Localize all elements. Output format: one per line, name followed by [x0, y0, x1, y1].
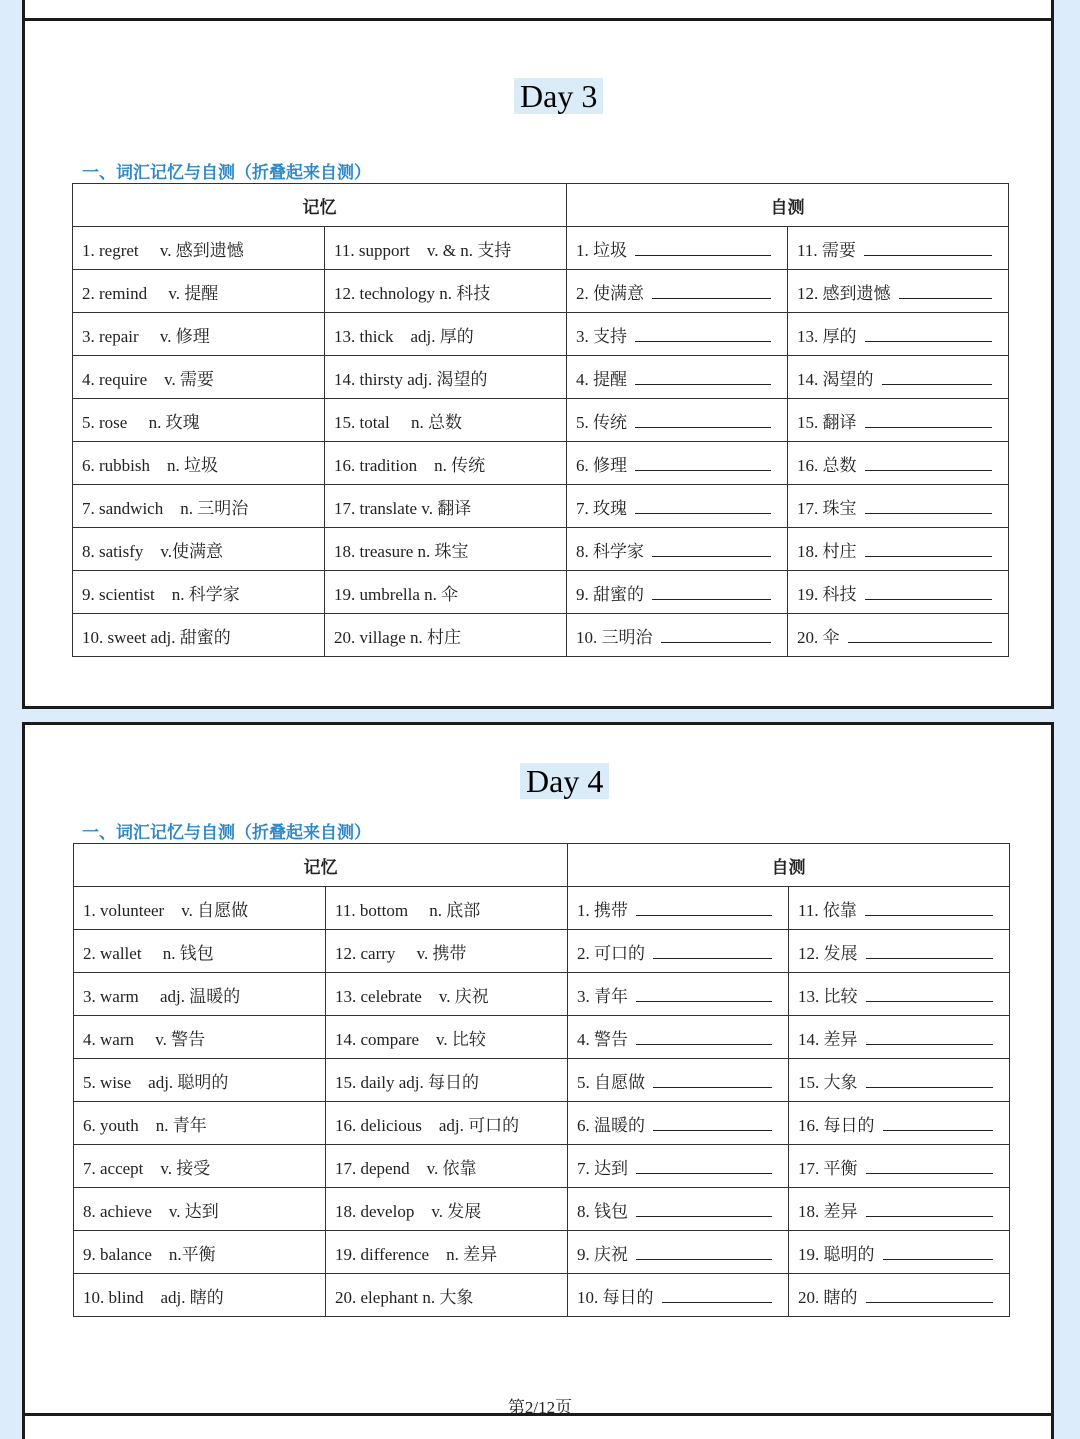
- memory-entry: 11. bottom n. 底部: [335, 900, 481, 920]
- table-row: [73, 442, 1009, 485]
- test-prompt: 18. 村庄: [797, 541, 857, 561]
- vocab-table-day4: [73, 843, 1010, 1317]
- table-row: [74, 930, 1010, 973]
- table-row: [74, 1231, 1010, 1274]
- test-cell[interactable]: [788, 614, 1009, 657]
- test-prompt: 8. 科学家: [576, 541, 644, 561]
- test-prompt: 4. 警告: [577, 1029, 628, 1049]
- vocab-table-day3: [72, 183, 1009, 657]
- memory-entry: 15. daily adj. 每日的: [335, 1072, 480, 1092]
- memory-cell: [325, 614, 567, 657]
- memory-entry: 2. wallet n. 钱包: [83, 943, 214, 963]
- table-row: [73, 356, 1009, 399]
- test-prompt: 17. 珠宝: [797, 498, 857, 518]
- test-prompt: 6. 温暖的: [577, 1115, 645, 1135]
- test-prompt: 6. 修理: [576, 455, 627, 475]
- memory-cell: [326, 1059, 568, 1102]
- test-cell[interactable]: [789, 1231, 1010, 1274]
- memory-entry: 19. difference n. 差异: [335, 1244, 498, 1264]
- answer-blank[interactable]: [865, 413, 992, 428]
- test-cell[interactable]: [788, 528, 1009, 571]
- memory-cell: [325, 528, 567, 571]
- answer-blank[interactable]: [635, 327, 771, 342]
- top-border: [22, 18, 1054, 21]
- test-cell[interactable]: [788, 485, 1009, 528]
- memory-cell: [73, 614, 325, 657]
- answer-blank[interactable]: [866, 1159, 993, 1174]
- test-cell[interactable]: [788, 442, 1009, 485]
- test-cell[interactable]: [568, 1102, 789, 1145]
- answer-blank[interactable]: [662, 1288, 772, 1303]
- memory-cell: [74, 1016, 326, 1059]
- answer-blank[interactable]: [866, 1073, 993, 1088]
- test-prompt: 3. 青年: [577, 986, 628, 1006]
- table-row: [74, 1188, 1010, 1231]
- memory-entry: 7. accept v. 接受: [83, 1158, 211, 1178]
- table-row: [73, 270, 1009, 313]
- header-test: 自测: [567, 184, 1009, 227]
- memory-entry: 2. remind v. 提醒: [82, 283, 219, 303]
- table-row: [74, 973, 1010, 1016]
- test-prompt: 18. 差异: [798, 1201, 858, 1221]
- section-title: 一、词汇记忆与自测（折叠起来自测）: [82, 823, 371, 843]
- test-cell[interactable]: [789, 1059, 1010, 1102]
- test-cell[interactable]: [789, 973, 1010, 1016]
- test-cell[interactable]: [789, 930, 1010, 973]
- memory-cell: [326, 1231, 568, 1274]
- memory-cell: [325, 442, 567, 485]
- test-cell[interactable]: [788, 227, 1009, 270]
- answer-blank[interactable]: [653, 1073, 772, 1088]
- answer-blank[interactable]: [635, 241, 771, 256]
- test-prompt: 7. 玫瑰: [576, 498, 627, 518]
- memory-entry: 10. blind adj. 瞎的: [83, 1287, 224, 1307]
- memory-cell: [325, 485, 567, 528]
- table-row: [74, 1274, 1010, 1317]
- memory-cell: [326, 887, 568, 930]
- memory-cell: [326, 1102, 568, 1145]
- memory-entry: 14. compare v. 比较: [335, 1029, 486, 1049]
- answer-blank[interactable]: [636, 1202, 772, 1217]
- test-cell[interactable]: [567, 399, 788, 442]
- memory-cell: [74, 930, 326, 973]
- test-cell[interactable]: [789, 1188, 1010, 1231]
- test-cell[interactable]: [568, 1188, 789, 1231]
- test-cell[interactable]: [568, 1016, 789, 1059]
- table-row: [73, 614, 1009, 657]
- memory-cell: [73, 227, 325, 270]
- memory-cell: [73, 399, 325, 442]
- test-prompt: 14. 差异: [798, 1029, 858, 1049]
- table-row: [73, 399, 1009, 442]
- memory-entry: 5. wise adj. 聪明的: [83, 1072, 229, 1092]
- answer-blank[interactable]: [883, 1245, 993, 1260]
- memory-entry: 4. warn v. 警告: [83, 1029, 206, 1049]
- memory-entry: 20. village n. 村庄: [334, 627, 462, 647]
- memory-cell: [74, 973, 326, 1016]
- test-prompt: 19. 聪明的: [798, 1244, 875, 1264]
- memory-entry: 16. delicious adj. 可口的: [335, 1115, 520, 1135]
- memory-cell: [74, 1102, 326, 1145]
- test-cell[interactable]: [567, 313, 788, 356]
- test-prompt: 7. 达到: [577, 1158, 628, 1178]
- test-prompt: 15. 大象: [798, 1072, 858, 1092]
- table-row: [74, 887, 1010, 930]
- answer-blank[interactable]: [635, 413, 771, 428]
- test-prompt: 2. 可口的: [577, 943, 645, 963]
- table-row: [74, 1059, 1010, 1102]
- memory-entry: 11. support v. & n. 支持: [334, 240, 512, 260]
- memory-entry: 1. volunteer v. 自愿做: [83, 900, 249, 920]
- answer-blank[interactable]: [636, 1159, 772, 1174]
- test-prompt: 20. 瞎的: [798, 1287, 858, 1307]
- memory-entry: 3. repair v. 修理: [82, 326, 210, 346]
- memory-entry: 19. umbrella n. 伞: [334, 584, 459, 604]
- table-row: [73, 571, 1009, 614]
- test-prompt: 9. 庆祝: [577, 1244, 628, 1264]
- memory-entry: 12. carry v. 携带: [335, 943, 467, 963]
- memory-cell: [74, 1274, 326, 1317]
- test-cell[interactable]: [568, 1059, 789, 1102]
- answer-blank[interactable]: [652, 585, 771, 600]
- test-prompt: 15. 翻译: [797, 412, 857, 432]
- memory-cell: [73, 442, 325, 485]
- answer-blank[interactable]: [865, 585, 992, 600]
- memory-cell: [326, 1145, 568, 1188]
- memory-cell: [326, 1016, 568, 1059]
- memory-cell: [325, 571, 567, 614]
- test-cell[interactable]: [568, 1231, 789, 1274]
- test-cell[interactable]: [789, 1102, 1010, 1145]
- table-row: [74, 1102, 1010, 1145]
- answer-blank[interactable]: [866, 1202, 993, 1217]
- answer-blank[interactable]: [635, 499, 771, 514]
- test-cell[interactable]: [789, 1016, 1010, 1059]
- table-row: [73, 227, 1009, 270]
- page-number: 第2/12页: [507, 1398, 573, 1417]
- memory-entry: 8. achieve v. 达到: [83, 1201, 219, 1221]
- test-cell[interactable]: [567, 485, 788, 528]
- answer-blank[interactable]: [635, 456, 771, 471]
- memory-entry: 6. youth n. 青年: [83, 1115, 207, 1135]
- answer-blank[interactable]: [865, 456, 992, 471]
- memory-entry: 15. total n. 总数: [334, 412, 462, 432]
- answer-blank[interactable]: [865, 542, 992, 557]
- test-prompt: 8. 钱包: [577, 1201, 628, 1221]
- test-prompt: 20. 伞: [797, 627, 840, 647]
- answer-blank[interactable]: [865, 327, 992, 342]
- answer-blank[interactable]: [866, 944, 993, 959]
- test-prompt: 12. 发展: [798, 943, 858, 963]
- answer-blank[interactable]: [882, 370, 992, 385]
- memory-cell: [325, 227, 567, 270]
- test-prompt: 5. 自愿做: [577, 1072, 645, 1092]
- test-prompt: 11. 依靠: [798, 900, 857, 920]
- memory-entry: 14. thirsty adj. 渴望的: [334, 369, 488, 389]
- header-test: 自测: [568, 844, 1010, 887]
- table-row: [73, 528, 1009, 571]
- test-cell[interactable]: [568, 1274, 789, 1317]
- table-row: [73, 485, 1009, 528]
- memory-cell: [326, 1274, 568, 1317]
- memory-entry: 9. scientist n. 科学家: [82, 584, 240, 604]
- answer-blank[interactable]: [661, 628, 771, 643]
- header-memory: 记忆: [73, 184, 567, 227]
- test-prompt: 10. 每日的: [577, 1287, 654, 1307]
- test-cell[interactable]: [567, 571, 788, 614]
- test-prompt: 1. 垃圾: [576, 240, 627, 260]
- answer-blank[interactable]: [866, 1030, 993, 1045]
- day-title: Day 4: [520, 763, 609, 799]
- answer-blank[interactable]: [848, 628, 992, 643]
- memory-entry: 9. balance n.平衡: [83, 1244, 216, 1264]
- test-cell[interactable]: [788, 313, 1009, 356]
- answer-blank[interactable]: [636, 987, 772, 1002]
- test-prompt: 9. 甜蜜的: [576, 584, 644, 604]
- answer-blank[interactable]: [883, 1116, 993, 1131]
- memory-cell: [326, 973, 568, 1016]
- test-prompt: 13. 厚的: [797, 326, 857, 346]
- memory-entry: 18. develop v. 发展: [335, 1201, 482, 1221]
- memory-entry: 7. sandwich n. 三明治: [82, 498, 249, 518]
- table-row: [74, 1016, 1010, 1059]
- memory-entry: 12. technology n. 科技: [334, 283, 491, 303]
- answer-blank[interactable]: [652, 542, 771, 557]
- section-title: 一、词汇记忆与自测（折叠起来自测）: [82, 163, 371, 183]
- test-prompt: 17. 平衡: [798, 1158, 858, 1178]
- test-prompt: 16. 总数: [797, 455, 857, 475]
- memory-entry: 6. rubbish n. 垃圾: [82, 455, 218, 475]
- answer-blank[interactable]: [652, 284, 771, 299]
- memory-entry: 5. rose n. 玫瑰: [82, 412, 200, 432]
- answer-blank[interactable]: [865, 499, 992, 514]
- test-cell[interactable]: [788, 571, 1009, 614]
- test-cell[interactable]: [788, 399, 1009, 442]
- test-cell[interactable]: [567, 442, 788, 485]
- test-cell[interactable]: [788, 356, 1009, 399]
- memory-cell: [73, 356, 325, 399]
- test-prompt: 5. 传统: [576, 412, 627, 432]
- answer-blank[interactable]: [653, 1116, 772, 1131]
- answer-blank[interactable]: [899, 284, 992, 299]
- memory-entry: 20. elephant n. 大象: [335, 1287, 474, 1307]
- answer-blank[interactable]: [653, 944, 772, 959]
- table-row: [73, 313, 1009, 356]
- memory-entry: 1. regret v. 感到遗憾: [82, 240, 244, 260]
- test-cell[interactable]: [568, 887, 789, 930]
- test-cell[interactable]: [789, 887, 1010, 930]
- header-memory: 记忆: [74, 844, 568, 887]
- test-prompt: 10. 三明治: [576, 627, 653, 647]
- test-cell[interactable]: [567, 270, 788, 313]
- memory-cell: [73, 528, 325, 571]
- test-prompt: 11. 需要: [797, 240, 856, 260]
- answer-blank[interactable]: [636, 1030, 772, 1045]
- memory-cell: [74, 1188, 326, 1231]
- memory-entry: 13. celebrate v. 庆祝: [335, 986, 489, 1006]
- memory-cell: [325, 270, 567, 313]
- test-cell[interactable]: [789, 1274, 1010, 1317]
- memory-cell: [73, 270, 325, 313]
- test-cell[interactable]: [567, 227, 788, 270]
- memory-entry: 17. depend v. 依靠: [335, 1158, 477, 1178]
- test-cell[interactable]: [567, 356, 788, 399]
- memory-cell: [325, 356, 567, 399]
- test-cell[interactable]: [567, 614, 788, 657]
- test-prompt: 12. 感到遗憾: [797, 283, 891, 303]
- test-prompt: 19. 科技: [797, 584, 857, 604]
- test-cell[interactable]: [568, 930, 789, 973]
- test-cell[interactable]: [567, 528, 788, 571]
- memory-cell: [73, 313, 325, 356]
- memory-cell: [326, 930, 568, 973]
- answer-blank[interactable]: [865, 901, 993, 916]
- table-row: [74, 1145, 1010, 1188]
- answer-blank[interactable]: [635, 370, 771, 385]
- memory-cell: [325, 313, 567, 356]
- test-prompt: 13. 比较: [798, 986, 858, 1006]
- memory-entry: 8. satisfy v.使满意: [82, 541, 224, 561]
- memory-entry: 4. require v. 需要: [82, 369, 215, 389]
- memory-cell: [73, 571, 325, 614]
- answer-blank[interactable]: [866, 987, 993, 1002]
- answer-blank[interactable]: [864, 241, 992, 256]
- answer-blank[interactable]: [866, 1288, 993, 1303]
- test-cell[interactable]: [789, 1145, 1010, 1188]
- memory-cell: [74, 1145, 326, 1188]
- memory-cell: [73, 485, 325, 528]
- memory-entry: 16. tradition n. 传统: [334, 455, 486, 475]
- memory-cell: [74, 1059, 326, 1102]
- test-cell[interactable]: [568, 973, 789, 1016]
- test-cell[interactable]: [568, 1145, 789, 1188]
- test-prompt: 3. 支持: [576, 326, 627, 346]
- answer-blank[interactable]: [636, 1245, 772, 1260]
- test-prompt: 16. 每日的: [798, 1115, 875, 1135]
- memory-cell: [326, 1188, 568, 1231]
- answer-blank[interactable]: [636, 901, 772, 916]
- test-prompt: 1. 携带: [577, 900, 628, 920]
- memory-entry: 18. treasure n. 珠宝: [334, 541, 469, 561]
- memory-cell: [74, 887, 326, 930]
- memory-entry: 17. translate v. 翻译: [334, 498, 472, 518]
- memory-cell: [74, 1231, 326, 1274]
- memory-entry: 10. sweet adj. 甜蜜的: [82, 627, 231, 647]
- memory-entry: 3. warm adj. 温暖的: [83, 986, 241, 1006]
- test-cell[interactable]: [788, 270, 1009, 313]
- test-prompt: 2. 使满意: [576, 283, 644, 303]
- test-prompt: 4. 提醒: [576, 369, 627, 389]
- memory-cell: [325, 399, 567, 442]
- day-title: Day 3: [514, 78, 603, 114]
- test-prompt: 14. 渴望的: [797, 369, 874, 389]
- memory-entry: 13. thick adj. 厚的: [334, 326, 474, 346]
